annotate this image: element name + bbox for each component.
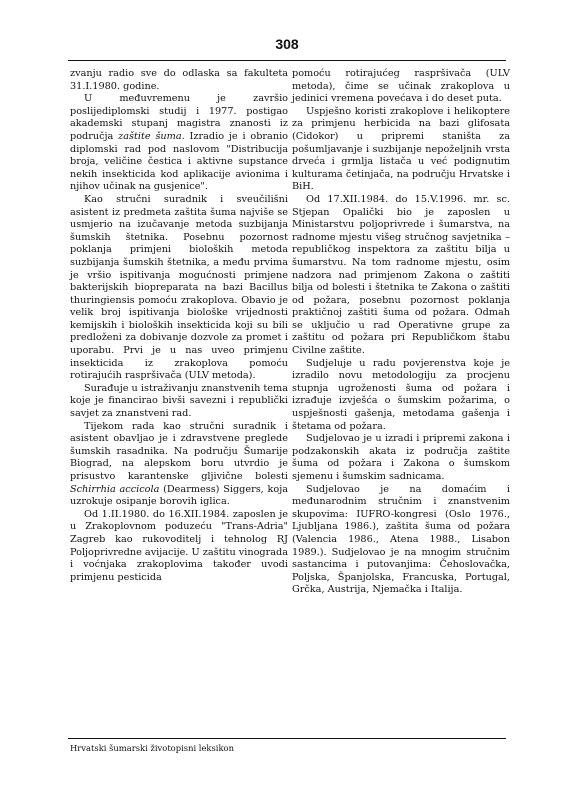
paragraph: Kao stručni suradnik i sveučilišni asistent iz predmeta zaštita šuma najviše se usmjerio na izučavanje metoda suzbijanja šumskih štetnika. Posebnu pozornost poklanja primjeni bioloških metoda suzbijanja šumskih štetnika, a među prvima je vršio ispitivanja mogućnosti primjene bakterijskih biopreparata na bazi Bacillus thuringiensis pomoću zrakoplova. Obavio je velik broj ispitivanja biološke vrijednosti kemijskih i bioloških insekticida koji su bili predloženi za dobivanje dozvole za promet i uporabu. Prvi je u nas uveo primjenu insekticida iz zrakoplova pomoću rotirajućih raspršivača (ULV metoda).	[70, 193, 288, 382]
page-number: 308	[275, 36, 299, 52]
paragraph-text: Tijekom rada kao stručni suradnik i asistent obavljao je i zdravstvene preglede šumskih rasadnika. Na području Šumarije Biograd, na alepskom boru utvrdio je prisustvo karantenske gljivične bolesti	[70, 420, 288, 482]
paragraph: Sudjelovao je na domaćim i međunarodnim stručnim i znanstvenim skupovima: IUFRO-kongresi (Oslo 1976., Ljubljana 1986.), zaštita šuma od požara (Valencia 1986., Atena 1988., Lisabon 1989.). Sudjelovao je na mnogim stručnim sastancima i putovanjima: Čehoslovačka, Poljska, Španjolska, Francuska, Portugal, Grčka, Austrija, Njemačka i Italija.	[292, 483, 510, 596]
paragraph: Sudjeluje u radu povjerenstva koje je izradilo novu metodologiju za procjenu stupnja ugroženosti šuma od požara i izrađuje izvješća o šumskim požarima, o uspješnosti gašenja, metodama gašenja i štetama od požara.	[292, 357, 510, 432]
paragraph-text: U međuvremenu je završio poslijediplomski studij i 1977. postigao akademski stupanj magistra znanosti iz područja	[70, 93, 288, 142]
header-rule	[68, 60, 506, 61]
paragraph: Uspješno koristi zrakoplove i helikoptere za primjenu herbicida na bazi glifosata (Cidokor) u pripremi staništa za pošumljavanje i suzbijanje nepoželjnih vrsta drveća i grmlja listača u već podignutim kulturama četinjača, na području Hrvatske i BiH.	[292, 105, 510, 193]
paragraph: zvanju radio sve do odlaska sa fakulteta 31.I.1980. godine.	[70, 68, 288, 92]
paragraph	[70, 421, 288, 509]
paragraph-text: . Izradio je i obranio diplomski rad pod naslovom "Distribucija broja, veličine čestica i aktivne supstance nekih insekticida kod aplikacije avionima i njihov učinak na gusjenice".	[70, 130, 288, 193]
paragraph: Od 17.XII.1984. do 15.V.1996. mr. sc. Stjepan Opalički bio je zaposlen u Ministarstvu poljoprivrede i šumarstva, na radnome mjestu višeg stručnog savjetnika – republičkog inspektora za zaštitu bilja u šumarstvu. Na tom radnome mjestu, osim nadzora nad primjenom Zakona o zaštiti bilja od bolesti i štetnika te Zakona o zaštiti od požara, posebnu pozornost poklanja praktičnoj zaštiti šuma od požara. Odmah se uključio u rad Operativne grupe za zaštitu od požara pri Republičkom štabu Civilne zaštite.	[292, 193, 510, 357]
paragraph-italic: zaštite šuma	[118, 130, 182, 142]
paragraph-italic: Schirrhia accicola	[70, 483, 160, 495]
footer-rule	[68, 738, 506, 739]
paragraph: pomoću rotirajućeg raspršivača (ULV metoda), čime se učinak zrakoplova u jedinici vremena povećava i do deset puta.	[292, 68, 510, 105]
left-column	[70, 68, 288, 584]
paragraph	[70, 93, 288, 194]
footer-title: Hrvatski šumarski životopisni leksikon	[70, 743, 234, 753]
paragraph: Sudjelovao je u izradi i pripremi zakona i podzakonskih akata iz područja zaštite šuma od požara i Zakona o šumskom sjemenu i šumskim sadnicama.	[292, 433, 510, 482]
right-column	[292, 68, 510, 597]
paragraph: Od 1.II.1980. do 16.XII.1984. zaposlen je u Zrakoplovnom poduzeću "Trans-Adria" Zagreb kao rukovoditelj i tehnolog RJ Poljoprivredne avijacije. U zaštitu vinograda i voćnjaka zrakoplovima također uvodi primjenu pesticida	[70, 508, 288, 583]
paragraph: Surađuje u istraživanju znanstvenih tema koje je financirao bivši savezni i republički savjet za znanstveni rad.	[70, 382, 288, 420]
paragraph-text: (Dearmess) Siggers, koja uzrokuje osipanje borovih iglica.	[70, 483, 288, 508]
